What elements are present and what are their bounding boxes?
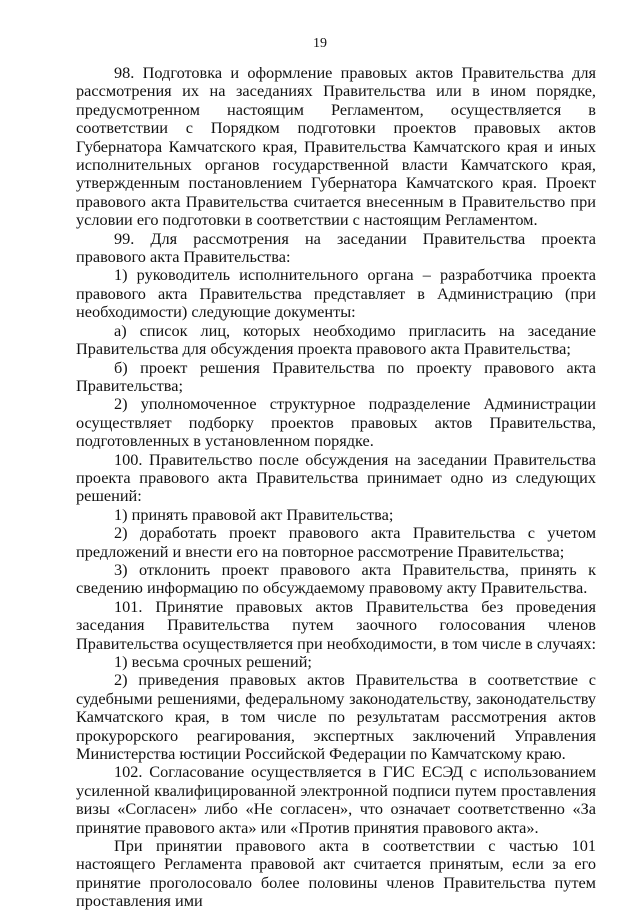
list-item-101-2: 2) приведения правовых актов Правительства в соответствие с судебными решениями, федеральному законодательству, законодательству Камчатского края, в том числе по результатам рассмотрения актов прокурорского реагирования, экспертных заключений Управления Министерства юстиции Российской Федерации по Камчатскому краю. <box>76 670 596 764</box>
list-item-99-1-a: а) список лиц, которых необходимо пригласить на заседание Правительства для обсуждения проекта правового акта Правительства; <box>76 320 596 359</box>
paragraph-voting: При принятии правового акта в соответствии с частью 101 настоящего Регламента правовой акт считается принятым, если за его принятие проголосовало более половины членов Правительства путем проставления ими <box>76 836 596 911</box>
list-item-99-2: 2) уполномоченное структурное подразделение Администрации осуществляет подборку проектов правовых актов Правительства, подготовленных в установленном порядке. <box>76 394 596 451</box>
paragraph-100: 100. Правительство после обсуждения на заседании Правительства проекта правового акта Правительства принимает одно из следующих решений: <box>76 449 596 506</box>
paragraph-101: 101. Принятие правовых актов Правительства без проведения заседания Правительства путем заочного голосования членов Правительства осуществляется при необходимости, в том числе в случаях: <box>76 596 596 653</box>
list-item-100-1: 1) принять правовой акт Правительства; <box>114 504 394 524</box>
list-item-101-1: 1) весьма срочных решений; <box>114 652 312 671</box>
page-number: 19 <box>313 36 327 51</box>
paragraph-98: 98. Подготовка и оформление правовых актов Правительства для рассмотрения их на заседаниях Правительства или в ином порядке, предусмотренном настоящим Регламентом, осуществляется в соответствии с Порядком подготовки проектов правовых актов Губернатора Камчатского края, Правительства Камчатского края и иных исполнительных органов государственной власти Камчатского края, утвержденным постановлением Губернатора Камчатского края. Проект правового акта Правительства считается внесенным в Правительство при условии его подготовки в соответствии с настоящим Регламентом. <box>76 63 596 230</box>
list-item-99-1-b: б) проект решения Правительства по проекту правового акта Правительства; <box>76 357 596 395</box>
paragraph-99: 99. Для рассмотрения на заседании Правительства проекта правового акта Правительства: <box>76 228 596 267</box>
document-body <box>76 64 596 911</box>
list-item-100-3: 3) отклонить проект правового акта Правительства, принять к сведению информацию по обсуждаемому правовому акту Правительства. <box>76 559 596 598</box>
list-item-100-2: 2) доработать проект правового акта Правительства с учетом предложений и внести его на повторное рассмотрение Правительства; <box>76 523 596 561</box>
paragraph-102: 102. Согласование осуществляется в ГИС ЕСЭД с использованием усиленной квалифицированной электронной подписи путем проставления визы «Согласен» либо «Не согласен», что означает соответственно «За принятие правового акта» или «Против принятия правового акта». <box>76 762 596 837</box>
list-item-99-1: 1) руководитель исполнительного органа – разработчика проекта правового акта Правительства представляет в Администрацию (при необходимости) следующие документы: <box>76 265 596 322</box>
